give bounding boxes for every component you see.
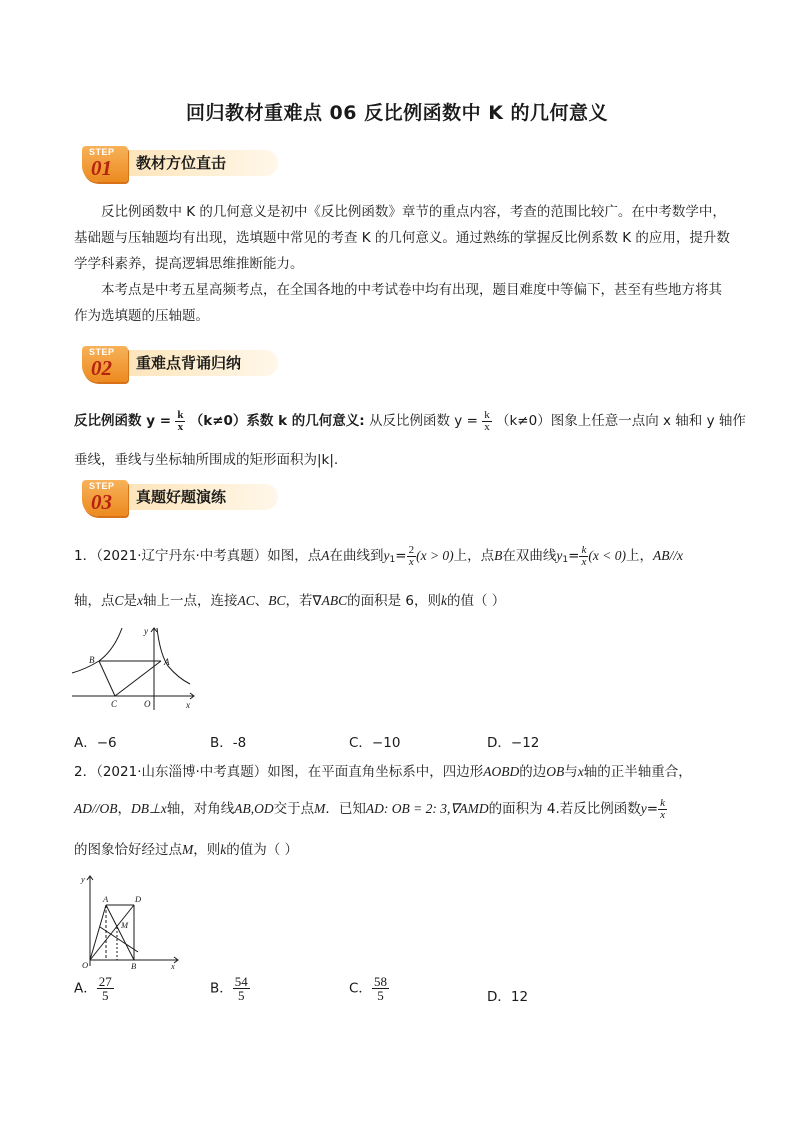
frac-num: 2 xyxy=(408,543,415,556)
key-text-2: （k≠0）图象上任意一点向 x 轴和 y 轴作 xyxy=(495,413,746,429)
q1-option-b[interactable]: B．-8 xyxy=(210,735,247,751)
q1-text: 在双曲线 xyxy=(502,548,557,564)
intro-paragraph-2: 本考点是中考五星高频考点，在全国各地的中考试卷中均有出现，题目难度中等偏下，甚至有些地方将其作为选填题的压轴题。 xyxy=(74,282,722,324)
frac-den: 5 xyxy=(377,988,384,1003)
label-a: A xyxy=(164,657,170,667)
left-hyperbola-curve xyxy=(72,628,122,673)
q1-line-2 xyxy=(74,589,505,609)
q1-var: y xyxy=(383,548,390,563)
step-number: 02 xyxy=(91,356,112,380)
q2-fraction-k-over-x xyxy=(658,798,667,821)
page-title: 回归教材重难点 06 反比例函数中 K 的几何意义 xyxy=(185,102,609,124)
frac-den: x xyxy=(408,555,414,568)
step-label: 重难点背诵归纳 xyxy=(136,354,242,372)
fraction-k-over-x xyxy=(482,410,492,433)
option-text: 12 xyxy=(510,989,529,1005)
q2-var: M xyxy=(182,842,194,857)
label-y: y xyxy=(81,874,85,884)
q1-text: 的值（ ） xyxy=(446,593,506,609)
q2-var: M xyxy=(314,801,326,816)
step-badge xyxy=(82,146,128,182)
step-badge xyxy=(82,480,128,516)
q2-text: 轴，对角线 xyxy=(166,801,235,817)
q2-text: ，则 xyxy=(193,842,221,858)
label-x: x xyxy=(186,700,190,710)
q1-var: y xyxy=(556,548,563,563)
frac-num: 58 xyxy=(373,974,387,989)
frac-den: 5 xyxy=(238,988,245,1003)
frac-den: x xyxy=(484,420,490,433)
q1-text: 轴上一点，连接 xyxy=(143,593,238,609)
q1-var: k xyxy=(440,593,447,608)
q2-var: OB xyxy=(546,764,565,779)
label-d: D xyxy=(135,894,142,904)
q1-text: 轴，点 xyxy=(74,593,115,609)
q2-option-d[interactable] xyxy=(487,985,528,1005)
segment-oa xyxy=(90,905,106,960)
option-fraction xyxy=(372,975,389,1002)
intro-paragraph-1: 反比例函数中 K 的几何意义是初中《反比例函数》章节的重点内容，考查的范围比较广。在中考数学中，基础题与压轴题均有出现，选填题中常见的考查 K 的几何意义。通过熟练的掌握反比例系数 K 的应用，提升数学学科素养，提高逻辑思维推断能力。 xyxy=(74,204,730,272)
key-point-line-1 xyxy=(74,409,746,433)
q2-var: AD: OB = 2: 3,∇AMD xyxy=(365,801,489,816)
q2-var: DB⊥x xyxy=(131,801,167,816)
label-x: x xyxy=(171,961,175,970)
q1-var: x xyxy=(137,593,144,608)
q1-text: 是 xyxy=(123,593,138,609)
q2-text: 的图象恰好经过点 xyxy=(74,842,182,858)
q2-line-2 xyxy=(74,797,667,821)
q2-eq: = xyxy=(646,801,659,817)
q2-text: 的值为（ ） xyxy=(226,842,299,858)
key-text-1: 从反比例函数 y = xyxy=(369,413,478,429)
q2-line-3 xyxy=(74,838,298,858)
option-letter: B． xyxy=(210,980,233,997)
q2-text: 轴的正半轴重合， xyxy=(583,764,692,780)
step-03-header xyxy=(82,480,262,520)
option-fraction xyxy=(97,975,114,1002)
label-a: A xyxy=(103,894,109,904)
q1-eq: = xyxy=(568,548,580,564)
frac-num: k xyxy=(660,796,665,809)
q1-text: 上，点 xyxy=(453,548,495,564)
step-number: 03 xyxy=(91,490,112,514)
q2-figure xyxy=(78,872,182,970)
q1-var: A xyxy=(321,548,330,563)
q2-var: y xyxy=(640,801,647,816)
q2-var: AB,OD xyxy=(234,801,274,816)
q1-option-a[interactable]: A．−6 xyxy=(74,735,117,751)
frac-num: 27 xyxy=(98,974,112,989)
frac-num: k xyxy=(484,408,490,421)
q1-subscript: 1 xyxy=(389,555,396,565)
frac-num: 54 xyxy=(234,974,248,989)
q2-var: x xyxy=(577,764,584,779)
q2-var: k xyxy=(220,842,227,857)
q1-subscript: 1 xyxy=(562,555,569,565)
label-b: B xyxy=(89,655,95,665)
step-01-header xyxy=(82,146,262,186)
q1-var: ABC xyxy=(321,593,348,608)
right-hyperbola-curve xyxy=(157,628,190,684)
q1-fraction-2-over-x xyxy=(407,545,417,568)
step-tag: STEP xyxy=(89,481,115,491)
frac-num: k xyxy=(581,543,587,556)
q2-text: ．已知 xyxy=(325,801,366,817)
q1-var: B xyxy=(494,548,503,563)
step-tag: STEP xyxy=(89,347,115,357)
q1-text: 1．（2021·辽宁丹东·中考真题）如图，点 xyxy=(74,548,322,564)
option-fraction xyxy=(233,975,250,1002)
frac-den: x xyxy=(177,420,184,433)
q2-text: ， xyxy=(117,801,131,817)
q1-text: 、 xyxy=(254,593,269,609)
label-o: O xyxy=(82,960,89,970)
q2-text: 2．（2021·山东淄博·中考真题）如图，在平面直角坐标系中，四边形 xyxy=(74,764,484,780)
step-badge xyxy=(82,346,128,382)
frac-den: x xyxy=(660,808,665,821)
segment-bc xyxy=(99,661,115,696)
key-bold-1: 反比例函数 y = xyxy=(74,413,172,429)
key-bold-2: （k≠0）系数 k 的几何意义: xyxy=(189,413,365,429)
diagonal-ab xyxy=(106,905,134,960)
frac-den: 5 xyxy=(102,988,109,1003)
q1-var: BC xyxy=(268,593,286,608)
label-c: C xyxy=(111,699,118,709)
option-letter: D． xyxy=(487,989,511,1005)
q2-option-a[interactable] xyxy=(74,975,114,1002)
q2-text: 交于点 xyxy=(273,801,315,817)
label-o: O xyxy=(144,699,151,709)
q2-text: 的面积为 4.若反比例函数 xyxy=(488,801,641,817)
q1-figure xyxy=(68,624,198,714)
option-letter: C． xyxy=(349,980,372,997)
q1-text: 的面积是 6，则 xyxy=(347,593,441,609)
q1-condition: (x > 0) xyxy=(416,548,454,563)
option-letter: A． xyxy=(74,980,97,997)
q1-line-1 xyxy=(74,544,683,568)
q1-text: 上， xyxy=(625,548,653,564)
q1-var: AB//x xyxy=(652,548,683,563)
step-label: 真题好题演练 xyxy=(136,488,227,506)
q2-option-b[interactable] xyxy=(210,975,250,1002)
frac-den: x xyxy=(581,555,587,568)
q1-eq: = xyxy=(395,548,407,564)
q2-var: AOBD xyxy=(483,764,520,779)
q2-text: 的边 xyxy=(519,764,547,780)
frac-num: k xyxy=(177,408,184,421)
q1-option-d[interactable]: D．−12 xyxy=(487,735,540,751)
q2-line-1 xyxy=(74,760,692,780)
step-tag: STEP xyxy=(89,147,115,157)
q1-text: 在曲线到 xyxy=(329,548,384,564)
q1-var: AC xyxy=(237,593,255,608)
label-m: M xyxy=(121,920,129,930)
q2-option-c[interactable] xyxy=(349,975,389,1002)
label-y: y xyxy=(144,626,148,636)
step-label: 教材方位直击 xyxy=(136,154,227,172)
step-02-header xyxy=(82,346,262,386)
diagonal-od xyxy=(90,905,134,960)
q2-text: 与 xyxy=(564,764,578,780)
step-number: 01 xyxy=(91,156,112,180)
q1-text: ，若∇ xyxy=(285,593,322,609)
label-b: B xyxy=(131,961,137,970)
q1-var: C xyxy=(114,593,124,608)
q1-condition: (x < 0) xyxy=(588,548,626,563)
intro-section xyxy=(74,199,732,329)
fraction-k-over-x xyxy=(175,410,185,433)
q1-option-c[interactable]: C．−10 xyxy=(349,735,401,751)
key-point-line-2: 垂线，垂线与坐标轴所围成的矩形面积为|k|. xyxy=(74,452,339,468)
q2-var: AD//OB xyxy=(74,801,118,816)
